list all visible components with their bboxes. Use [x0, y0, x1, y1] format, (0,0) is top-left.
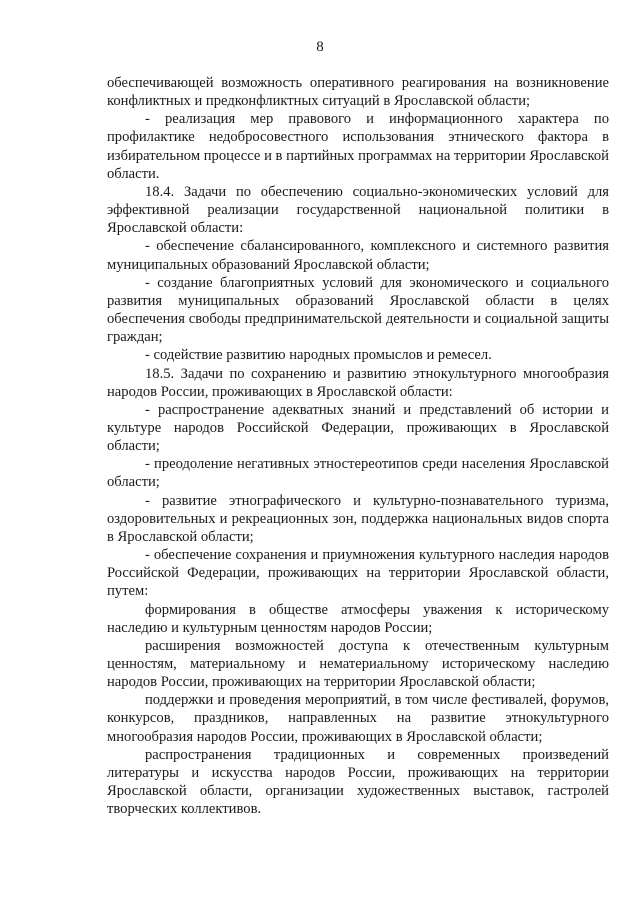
paragraph: - содействие развитию народных промыслов и ремесел.: [145, 347, 492, 364]
page-number: 8: [316, 39, 324, 55]
paragraph: - создание благоприятных условий для экономического и социального развития муниципальных образований Ярославской области в целях обеспечения свободы предпринимательской деятельности и социальной защиты граждан;: [107, 274, 609, 346]
paragraph: распространения традиционных и современных произведений литературы и искусства народов России, проживающих на территории Ярославской области, организации художественных выставок, гастролей творческих коллективов.: [107, 746, 609, 818]
paragraph: формирования в обществе атмосферы уважения к историческому наследию и культурным ценностям народов России;: [107, 601, 609, 636]
paragraph: - развитие этнографического и культурно-познавательного туризма, оздоровительных и рекреационных зон, поддержка национальных видов спорта в Ярославской области;: [107, 492, 609, 545]
paragraph: поддержки и проведения мероприятий, в том числе фестивалей, форумов, конкурсов, праздников, направленных на развитие этнокультурного многообразия народов России, проживающих в Ярославской области;: [107, 692, 609, 745]
paragraph: - реализация мер правового и информационного характера по профилактике недобросовестного использования этнического фактора в избирательном процессе и в партийных программах на территории Ярославской области.: [107, 111, 609, 182]
paragraph: расширения возможностей доступа к отечественным культурным ценностям, материальному и нематериальному историческому наследию народов России, проживающих на территории Ярославской области;: [107, 637, 609, 691]
paragraph: 18.4. Задачи по обеспечению социально-экономических условий для эффективной реализации государственной национальной политики в Ярославской области:: [107, 183, 609, 237]
paragraph: - обеспечение сбалансированного, комплексного и системного развития муниципальных образований Ярославской области;: [107, 238, 609, 273]
paragraph: обеспечивающей возможность оперативного реагирования на возникновение конфликтных и предконфликтных ситуаций в Ярославской области;: [107, 75, 609, 110]
paragraph: - преодоление негативных этностереотипов среди населения Ярославской области;: [107, 456, 609, 491]
document-body: [107, 74, 609, 818]
paragraph: 18.5. Задачи по сохранению и развитию этнокультурного многообразия народов России, проживающих в Ярославской области:: [107, 365, 609, 400]
paragraph: - обеспечение сохранения и приумножения культурного наследия народов Российской Федерации, проживающих на территории Ярославской области, путем:: [107, 547, 609, 600]
paragraph: - распространение адекватных знаний и представлений об истории и культуре народов Российской Федерации, проживающих в Ярославской области;: [107, 401, 609, 455]
